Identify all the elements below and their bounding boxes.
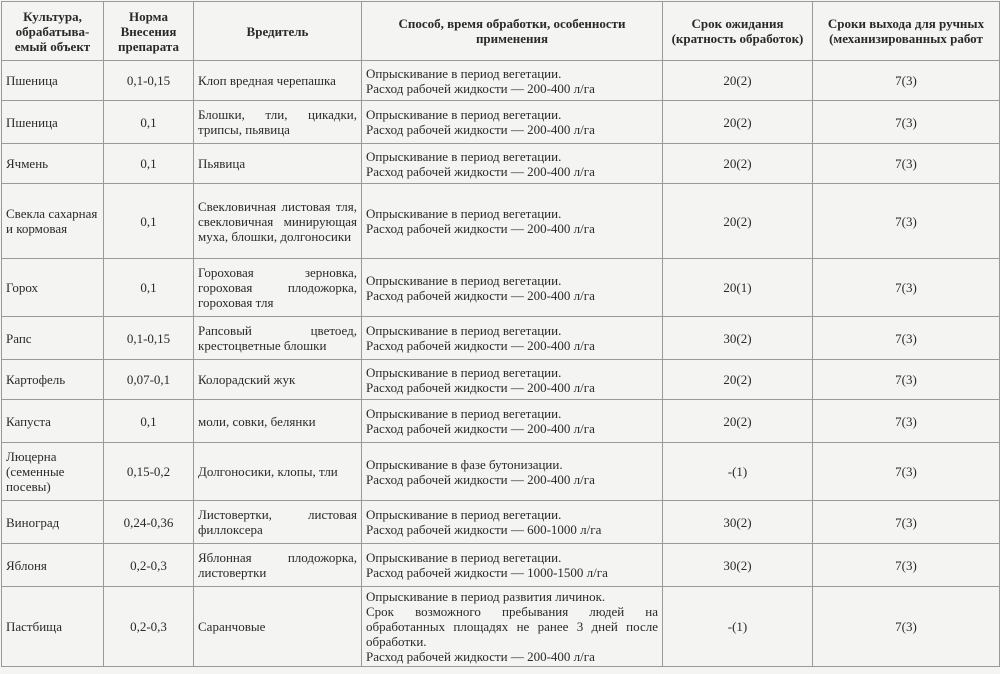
cell-pest: Клоп вредная черепашка	[194, 61, 362, 101]
cell-exit: 7(3)	[813, 317, 1000, 360]
cell-pest: Рапсовый цветоед, крестоцветные блошки	[194, 317, 362, 360]
cell-exit: 7(3)	[813, 443, 1000, 501]
cell-exit: 7(3)	[813, 101, 1000, 144]
table-row	[2, 101, 1000, 144]
cell-rate: 0,1-0,15	[104, 317, 194, 360]
table-row	[2, 400, 1000, 443]
method-line: Расход рабочей жидкости — 200-400 л/га	[366, 471, 595, 487]
cell-method	[362, 61, 663, 101]
cell-exit: 7(3)	[813, 544, 1000, 587]
cell-rate: 0,1	[104, 184, 194, 259]
cell-exit: 7(3)	[813, 587, 1000, 667]
method-line: Расход рабочей жидкости — 200-400 л/га	[366, 421, 595, 436]
cell-wait: 20(2)	[663, 101, 813, 144]
method-line: Расход рабочей жидкости — 1000-1500 л/га	[366, 565, 608, 580]
cell-crop: Яблоня	[2, 544, 104, 587]
cell-method	[362, 144, 663, 184]
header-rate: Норма Внесения препарата	[104, 2, 194, 61]
cell-wait: 30(2)	[663, 501, 813, 544]
cell-method	[362, 360, 663, 400]
cell-rate: 0,07-0,1	[104, 360, 194, 400]
method-line: Расход рабочей жидкости — 200-400 л/га	[366, 122, 595, 137]
cell-wait: 20(1)	[663, 259, 813, 317]
method-line: Опрыскивание в период вегетации.	[366, 507, 562, 522]
method-line: Опрыскивание в период вегетации.	[366, 272, 562, 288]
cell-wait: 20(2)	[663, 61, 813, 101]
table-row	[2, 317, 1000, 360]
cell-method	[362, 259, 663, 317]
cell-pest: Гороховая зерновка, гороховая плодожорка, гороховая тля	[194, 259, 362, 317]
method-line: Расход рабочей жидкости — 200-400 л/га	[366, 163, 595, 179]
table-row	[2, 587, 1000, 667]
cell-wait: 20(2)	[663, 184, 813, 259]
cell-pest: Долгоносики, клопы, тли	[194, 443, 362, 501]
cell-pest: Блошки, тли, цикадки, трипсы, пьявица	[194, 101, 362, 144]
cell-crop: Картофель	[2, 360, 104, 400]
method-line: Опрыскивание в период вегетации.	[366, 550, 562, 565]
cell-rate: 0,1	[104, 144, 194, 184]
header-crop: Культура, обрабатыва-емый объект	[2, 2, 104, 61]
cell-pest: Пьявица	[194, 144, 362, 184]
cell-exit: 7(3)	[813, 400, 1000, 443]
cell-wait: 20(2)	[663, 144, 813, 184]
method-line: Опрыскивание в период вегетации.	[366, 364, 562, 380]
cell-crop: Пастбища	[2, 587, 104, 667]
method-line: Расход рабочей жидкости — 600-1000 л/га	[366, 522, 602, 537]
cell-method	[362, 443, 663, 501]
method-line: Опрыскивание в период вегетации.	[366, 107, 562, 122]
cell-wait: 20(2)	[663, 360, 813, 400]
cell-wait: -(1)	[663, 587, 813, 667]
cell-rate: 0,1	[104, 400, 194, 443]
method-line: Опрыскивание в период вегетации.	[366, 323, 562, 338]
cell-crop: Капуста	[2, 400, 104, 443]
cell-method	[362, 400, 663, 443]
method-line: Опрыскивание в период вегетации.	[366, 206, 562, 221]
cell-exit: 7(3)	[813, 184, 1000, 259]
cell-rate: 0,2-0,3	[104, 587, 194, 667]
method-line: Расход рабочей жидкости — 200-400 л/га	[366, 379, 595, 395]
table-row	[2, 184, 1000, 259]
method-line: Расход рабочей жидкости — 200-400 л/га	[366, 287, 595, 303]
cell-pest: моли, совки, белянки	[194, 400, 362, 443]
cell-rate: 0,24-0,36	[104, 501, 194, 544]
header-row	[2, 2, 1000, 61]
table-row	[2, 501, 1000, 544]
cell-crop: Пшеница	[2, 101, 104, 144]
cell-wait: 30(2)	[663, 544, 813, 587]
header-method: Способ, время обработки, особенности применения	[362, 2, 663, 61]
cell-crop: Рапс	[2, 317, 104, 360]
cell-pest: Листовертки, листовая филлоксера	[194, 501, 362, 544]
method-line: Срок возможного пребывания людей на обработанных площадях не ранее 3 дней после обработки.	[366, 604, 658, 649]
cell-rate: 0,1	[104, 259, 194, 317]
cell-pest: Свекловичная листовая тля, свекловичная минирующая муха, блошки, долгоносики	[194, 184, 362, 259]
cell-crop: Люцерна (семенные посевы)	[2, 443, 104, 501]
method-line: Опрыскивание в фазе бутонизации.	[366, 456, 563, 472]
method-line: Расход рабочей жидкости — 200-400 л/га	[366, 338, 595, 353]
pesticide-table	[1, 1, 1000, 667]
cell-rate: 0,2-0,3	[104, 544, 194, 587]
cell-wait: 30(2)	[663, 317, 813, 360]
cell-crop: Свекла сахарная и кормовая	[2, 184, 104, 259]
cell-crop: Ячмень	[2, 144, 104, 184]
cell-pest: Яблонная плодожорка, листовертки	[194, 544, 362, 587]
cell-rate: 0,15-0,2	[104, 443, 194, 501]
table-row	[2, 61, 1000, 101]
table-row	[2, 544, 1000, 587]
cell-method	[362, 184, 663, 259]
cell-exit: 7(3)	[813, 61, 1000, 101]
table-row	[2, 443, 1000, 501]
table-row	[2, 259, 1000, 317]
cell-wait: -(1)	[663, 443, 813, 501]
cell-method	[362, 501, 663, 544]
method-line: Опрыскивание в период вегетации.	[366, 65, 562, 81]
cell-method	[362, 544, 663, 587]
method-line: Расход рабочей жидкости — 200-400 л/га	[366, 649, 595, 664]
header-pest: Вредитель	[194, 2, 362, 61]
cell-method	[362, 101, 663, 144]
method-line: Расход рабочей жидкости — 200-400 л/га	[366, 80, 595, 96]
method-line: Расход рабочей жидкости — 200-400 л/га	[366, 221, 595, 236]
cell-exit: 7(3)	[813, 144, 1000, 184]
cell-wait: 20(2)	[663, 400, 813, 443]
table-row	[2, 144, 1000, 184]
method-line: Опрыскивание в период вегетации.	[366, 406, 562, 421]
method-line: Опрыскивание в период вегетации.	[366, 148, 562, 164]
cell-method	[362, 317, 663, 360]
header-wait: Срок ожидания (кратность обработок)	[663, 2, 813, 61]
cell-crop: Виноград	[2, 501, 104, 544]
cell-exit: 7(3)	[813, 501, 1000, 544]
cell-exit: 7(3)	[813, 259, 1000, 317]
cell-crop: Пшеница	[2, 61, 104, 101]
cell-crop: Горох	[2, 259, 104, 317]
cell-pest: Саранчовые	[194, 587, 362, 667]
method-line: Опрыскивание в период развития личинок.	[366, 589, 606, 604]
table-row	[2, 360, 1000, 400]
cell-rate: 0,1-0,15	[104, 61, 194, 101]
header-exit: Сроки выхода для ручных (механизированных работ	[813, 2, 1000, 61]
cell-exit: 7(3)	[813, 360, 1000, 400]
cell-rate: 0,1	[104, 101, 194, 144]
cell-pest: Колорадский жук	[194, 360, 362, 400]
cell-method	[362, 587, 663, 667]
